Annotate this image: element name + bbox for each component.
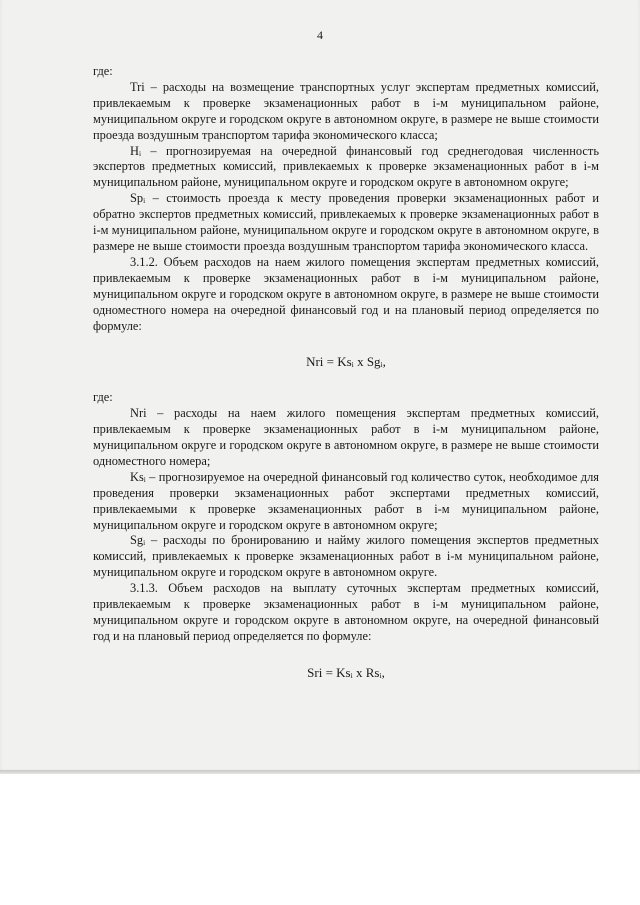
clause-3-1-3: 3.1.3. Объем расходов на выплату суточных экспертам предметных комиссий, привлекаемым к проверке экзаменационных работ в i-м муниципальном районе, муниципальном округе и городском округе в автономном округе, на очередной финансовый год и на плановый период определяется по формуле: xyxy=(93,581,599,643)
definition-sgi: Sgᵢ – расходы по бронированию и найму жилого помещения экспертов предметных комиссий, привлекаемых к проверке экзаменационных работ в i-м муниципальном районе, муниципальном округе и городском округе в автономном округе. xyxy=(93,533,599,580)
clause-3-1-2: 3.1.2. Объем расходов на наем жилого помещения экспертам предметных комиссий, привлекаемым к проверке экзаменационных работ в i-м муниципальном районе, муниципальном округе и городском округе в автономном округе, в размере не выше стоимости одноместного номера на очередной финансовый год и на плановый период определяется по формуле: xyxy=(93,254,599,333)
definition-nri: Nri – расходы на наем жилого помещения экспертам предметных комиссий, привлекаемым к проверке экзаменационных работ в i-м муниципальном районе, муниципальном округе и городском округе в автономном округе, в размере не выше стоимости одноместного номера; xyxy=(93,406,599,468)
where-label: где: xyxy=(93,390,113,405)
page-edge xyxy=(0,770,640,774)
definition-ksi: Ksᵢ – прогнозируемое на очередной финансовый год количество суток, необходимое для проведения проверки экзаменационных работ экспертами предметных комиссий, привлекаемыми к проверке экзаменационных работ в i-м муниципальном районе, муниципальном округе и городском округе в автономном округе; xyxy=(93,469,599,532)
formula-nri: Nri = Ksᵢ x Sgᵢ, xyxy=(306,354,386,370)
definition-hi: Hᵢ – прогнозируемая на очередной финансовый год среднегодовая численность экспертов предметных комиссий, привлекаемых к проверке экзаменационных работ в i-м муниципальном районе, муниципальном округе и городском округе в автономном округе; xyxy=(93,143,599,190)
document-body xyxy=(93,64,599,701)
page-number: 4 xyxy=(317,28,323,42)
definition-tri: Tri – расходы на возмещение транспортных услуг экспертам предметных комиссий, привлекаемым к проверке экзаменационных работ в i-м муниципальном районе, муниципальном округе и городском округе в автономном округе, в размере не выше стоимости проезда воздушным транспортом тарифа экономического класса; xyxy=(93,79,599,142)
where-label: где: xyxy=(93,64,113,78)
formula-sri: Sri = Ksᵢ x Rsᵢ, xyxy=(307,664,385,680)
definition-spi: Spᵢ – стоимость проезда к месту проведения проверки экзаменационных работ и обратно экспертов предметных комиссий, привлекаемых к проверке экзаменационных работ в i-м муниципальном районе, муниципальном округе и городском округе в автономном округе, в размере не выше стоимости проезда воздушным транспортом тарифа экономического класса. xyxy=(93,191,599,253)
